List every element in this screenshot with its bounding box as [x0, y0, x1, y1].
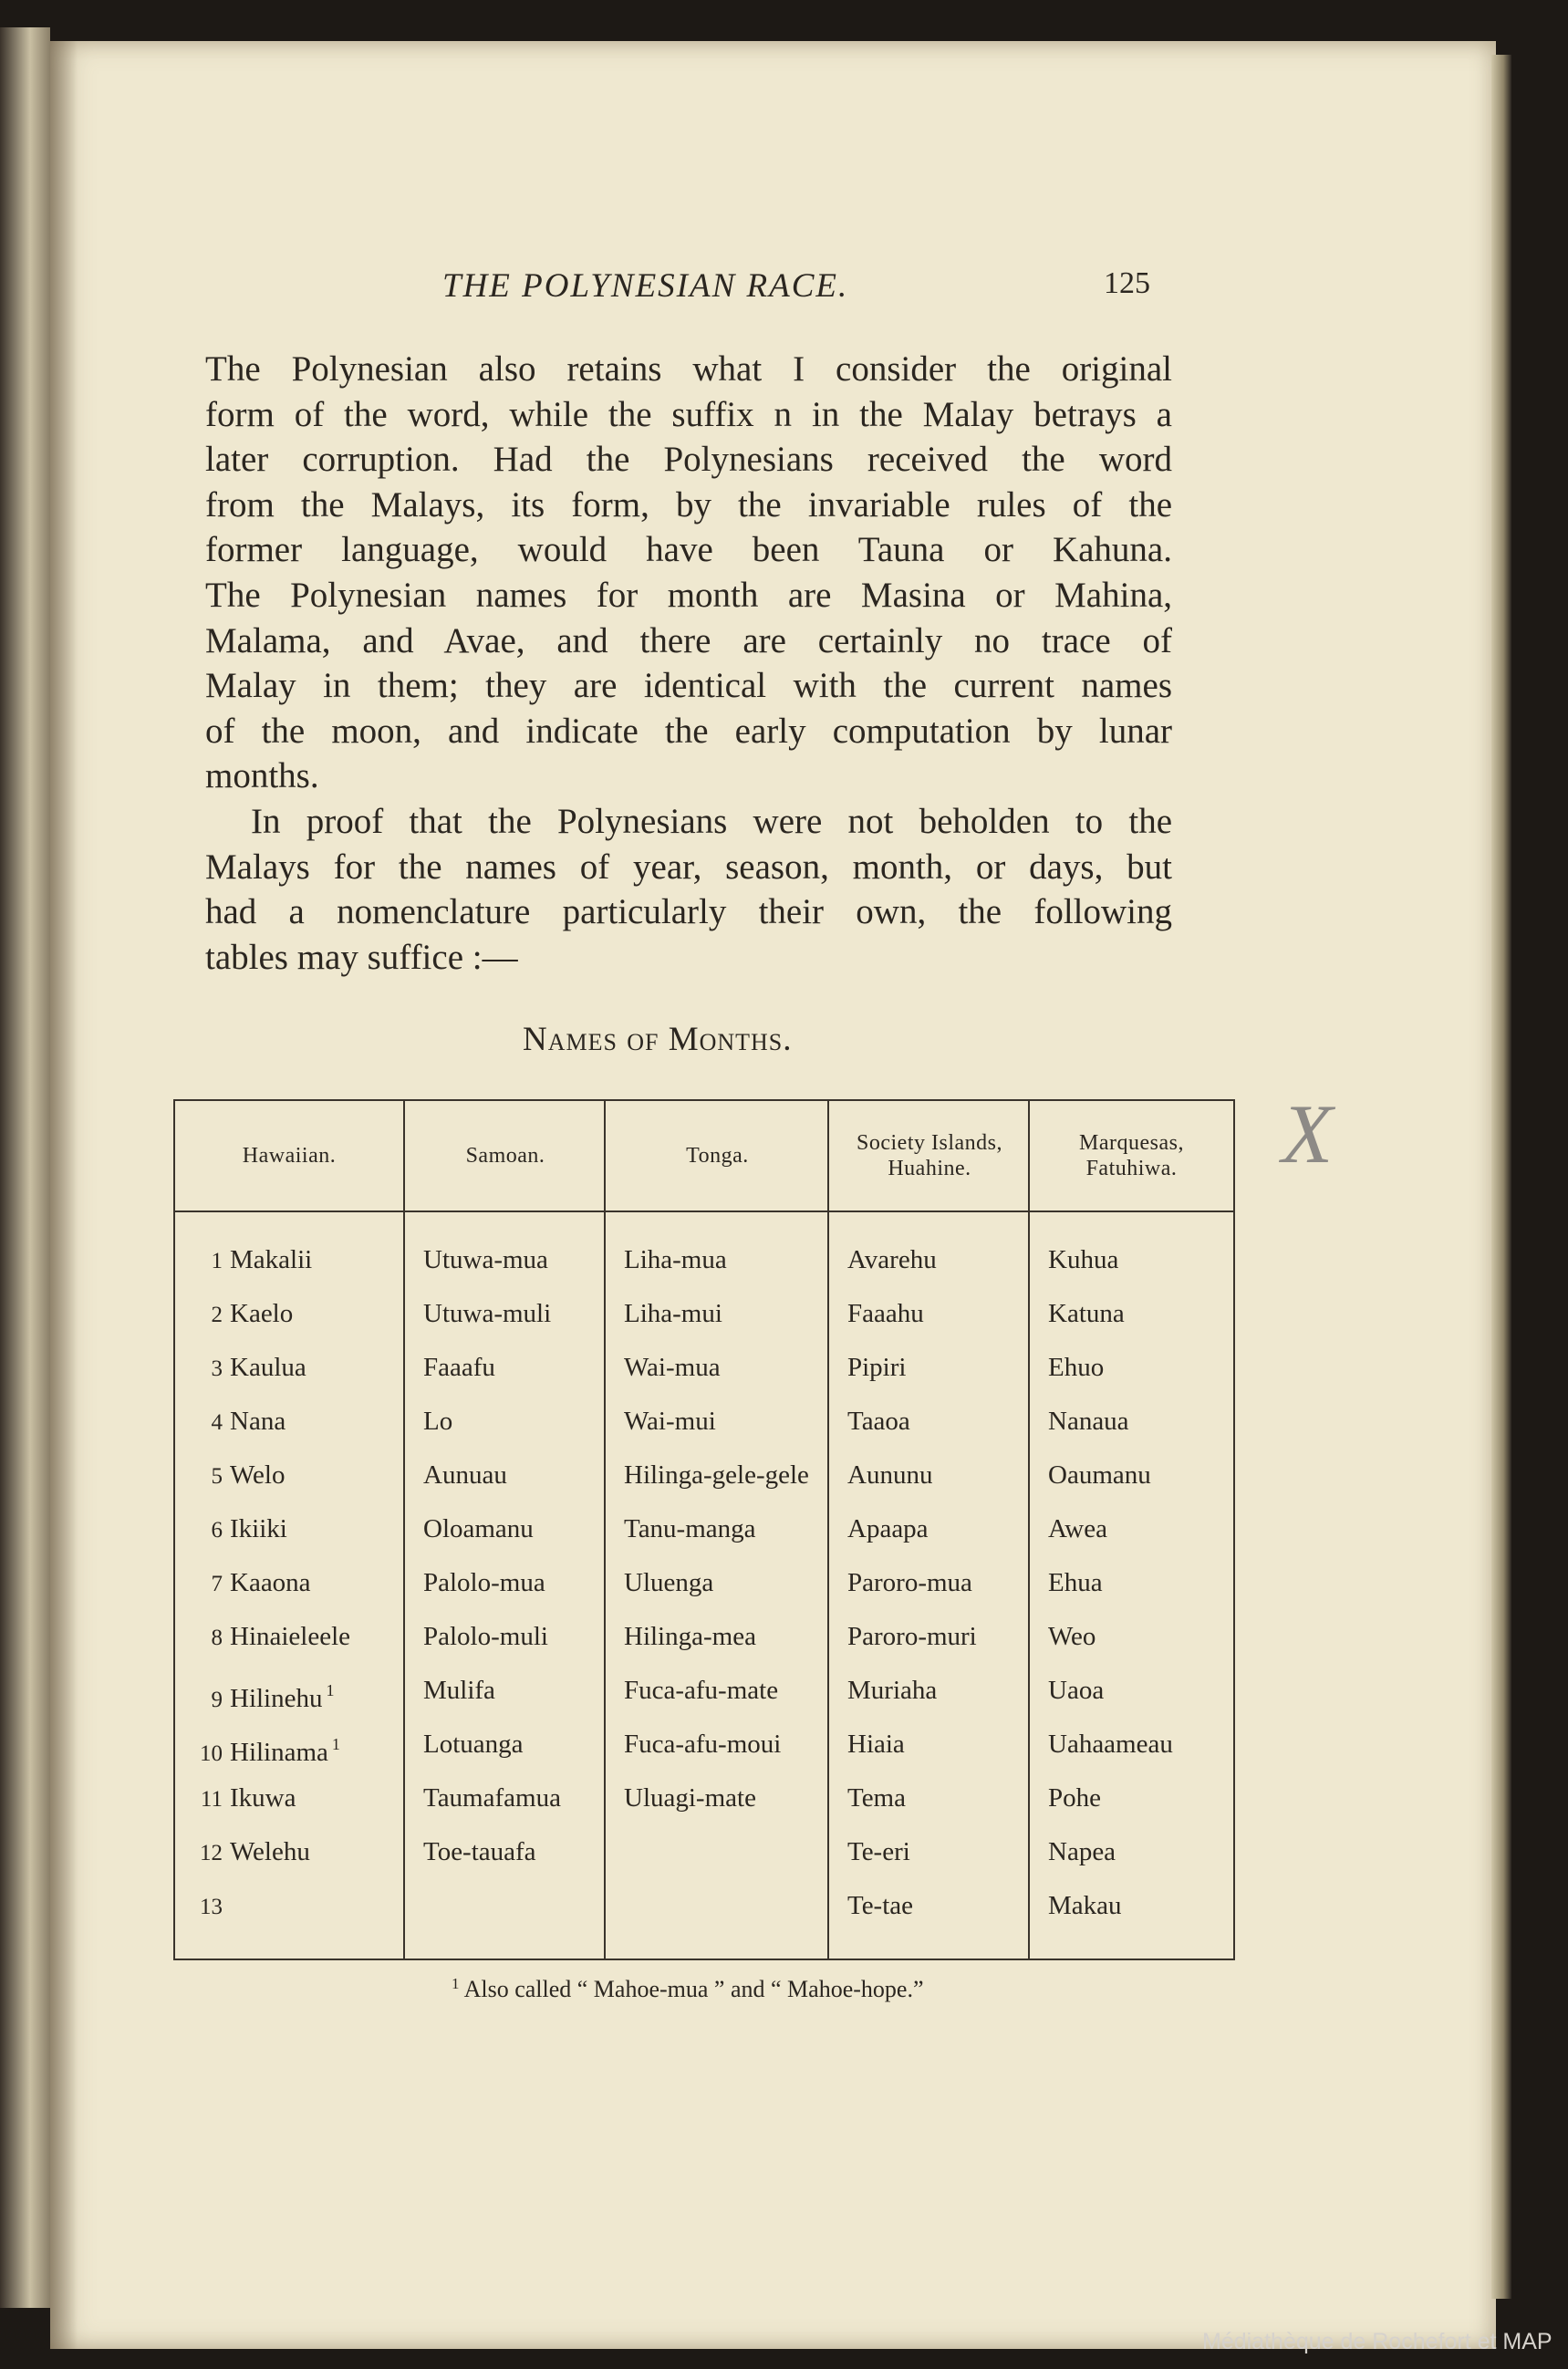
table-cell	[1030, 1556, 1233, 1610]
month-name: Te-eri	[847, 1837, 910, 1866]
table-cell	[175, 1664, 403, 1718]
paragraph-2	[205, 799, 1172, 980]
table-cell	[405, 1287, 606, 1341]
month-name: Palolo-mua	[423, 1568, 545, 1597]
table-cell	[405, 1556, 606, 1610]
table-cell	[1030, 1772, 1233, 1825]
table-cell	[1030, 1610, 1233, 1664]
month-name: Paroro-muri	[847, 1622, 977, 1651]
table-cell	[1030, 1664, 1233, 1718]
footnote-reference: 1	[326, 1681, 335, 1699]
month-name: Ehuo	[1048, 1353, 1105, 1382]
table-cell	[175, 1610, 403, 1664]
page-number: 125	[1104, 266, 1150, 300]
month-name: Apaapa	[847, 1514, 929, 1543]
table-cell	[606, 1502, 829, 1556]
table-cell	[405, 1879, 606, 1933]
table-cell	[175, 1233, 403, 1287]
month-name: Awea	[1048, 1514, 1107, 1543]
month-name: Ikiiki	[230, 1514, 287, 1543]
table-cell	[175, 1341, 403, 1395]
table-cell	[606, 1718, 829, 1772]
month-name: Nana	[230, 1407, 286, 1436]
table-cell	[1030, 1341, 1233, 1395]
month-name: Lo	[423, 1407, 453, 1436]
table-cell	[829, 1772, 1030, 1825]
month-name: Muriaha	[847, 1676, 938, 1705]
table-cell	[175, 1449, 403, 1502]
table-cell	[405, 1825, 606, 1879]
column-cells	[606, 1233, 829, 1933]
month-name: Taaoa	[847, 1407, 910, 1436]
footnote-mark: 1	[452, 1975, 460, 1992]
table-cell	[606, 1449, 829, 1502]
month-number: 8	[211, 1626, 223, 1650]
month-name: Oloamanu	[423, 1514, 534, 1543]
table-cell	[829, 1449, 1030, 1502]
table-cell	[606, 1341, 829, 1395]
table-cell	[175, 1287, 403, 1341]
footnote	[452, 1975, 923, 2003]
month-name: Hilinga-gele-gele	[624, 1460, 809, 1490]
month-number: 5	[211, 1464, 223, 1489]
month-name: Kaelo	[230, 1299, 294, 1328]
month-number: 6	[211, 1518, 223, 1543]
header-line: Marquesas,	[1079, 1131, 1184, 1155]
column-header: Tonga.	[606, 1101, 829, 1212]
month-name: Hinaieleele	[230, 1622, 351, 1651]
table-cell	[405, 1718, 606, 1772]
text-line: The Polynesian also retains what I consider the original	[205, 349, 1172, 389]
months-table	[173, 1099, 1235, 1960]
text-line: later corruption. Had the Polynesians received the word	[205, 440, 1172, 480]
month-number: 2	[211, 1303, 223, 1327]
table-cell	[1030, 1395, 1233, 1449]
month-number: 11	[200, 1787, 223, 1812]
month-name: Hilinga-mea	[624, 1622, 756, 1651]
body-text	[205, 347, 1172, 980]
month-name: Fuca-afu-mate	[624, 1676, 779, 1705]
table-cell	[606, 1395, 829, 1449]
table-cell	[175, 1825, 403, 1879]
month-name: Kuhua	[1048, 1245, 1119, 1274]
table-cell	[175, 1556, 403, 1610]
table-title: Names of Months.	[523, 1021, 793, 1058]
table-cell	[829, 1502, 1030, 1556]
month-name: Welo	[230, 1460, 286, 1490]
table-cell	[175, 1879, 403, 1933]
gutter-shadow	[50, 41, 78, 2349]
header-line: Society Islands,	[857, 1131, 1002, 1155]
table-cell	[606, 1825, 829, 1879]
text-line: had a nomenclature particularly their own, the following	[205, 892, 1172, 932]
month-name: Paroro-mua	[847, 1568, 972, 1597]
month-name: Tema	[847, 1783, 906, 1813]
month-number: 3	[211, 1356, 223, 1381]
text-line: form of the word, while the suffix n in the Malay betrays a	[205, 394, 1172, 434]
table-cell	[829, 1825, 1030, 1879]
table-cell	[829, 1233, 1030, 1287]
table-cell	[1030, 1879, 1233, 1933]
month-number: 1	[211, 1249, 223, 1273]
month-number: 13	[200, 1895, 223, 1919]
month-name: Aunuau	[423, 1460, 507, 1490]
table-cell	[1030, 1825, 1233, 1879]
table-cell	[405, 1341, 606, 1395]
previous-page-edge	[0, 27, 50, 2308]
month-number: 10	[200, 1741, 223, 1766]
month-name: Uluenga	[624, 1568, 714, 1597]
table-cell	[405, 1449, 606, 1502]
month-name: Uaoa	[1048, 1676, 1105, 1705]
table-cell	[829, 1341, 1030, 1395]
column-samoan	[403, 1101, 606, 1959]
month-name: Pohe	[1048, 1783, 1101, 1813]
month-name: Liha-mua	[624, 1245, 727, 1274]
footnote-text: Also called “ Mahoe-mua ” and “ Mahoe-hope.”	[463, 1976, 924, 2002]
month-name: Hilinehu	[230, 1684, 323, 1713]
month-name: Avarehu	[847, 1245, 937, 1274]
month-name: Welehu	[230, 1837, 310, 1866]
column-cells	[1030, 1233, 1233, 1933]
table-cell	[175, 1395, 403, 1449]
month-name: Utuwa-mua	[423, 1245, 548, 1274]
table-cell	[1030, 1233, 1233, 1287]
table-cell	[606, 1556, 829, 1610]
column-header: Hawaiian.	[175, 1101, 403, 1212]
month-name: Weo	[1048, 1622, 1096, 1651]
month-name: Lotuanga	[423, 1730, 524, 1759]
month-name: Ikuwa	[230, 1783, 296, 1813]
table-cell	[175, 1718, 403, 1772]
month-name: Napea	[1048, 1837, 1116, 1866]
text-line: Malama, and Avae, and there are certainly no trace of	[205, 620, 1172, 660]
table-cell	[606, 1664, 829, 1718]
paragraph-1	[205, 347, 1172, 799]
month-name: Ehua	[1048, 1568, 1103, 1597]
month-name: Aununu	[847, 1460, 933, 1490]
table-cell	[405, 1233, 606, 1287]
text-line: tables may suffice :—	[205, 937, 518, 977]
column-header	[829, 1101, 1030, 1212]
table-cell	[606, 1772, 829, 1825]
month-number: 12	[200, 1841, 223, 1865]
table-cell	[175, 1772, 403, 1825]
month-name: Uahaameau	[1048, 1730, 1173, 1759]
month-name: Toe-tauafa	[423, 1837, 536, 1866]
month-name: Mulifa	[423, 1676, 495, 1705]
month-name: Uluagi-mate	[624, 1783, 756, 1813]
month-name: Faaahu	[847, 1299, 924, 1328]
table-cell	[606, 1879, 829, 1933]
month-name: Faaafu	[423, 1353, 495, 1382]
month-number: 4	[211, 1410, 223, 1435]
text-line: from the Malays, its form, by the invariable rules of the	[205, 484, 1172, 525]
table-cell	[606, 1233, 829, 1287]
month-name: Taumafamua	[423, 1783, 561, 1813]
header-line: Huahine.	[888, 1157, 971, 1180]
table-cell	[1030, 1718, 1233, 1772]
month-name: Pipiri	[847, 1353, 907, 1382]
table-cell	[405, 1772, 606, 1825]
month-number: 9	[211, 1688, 223, 1712]
month-name: Liha-mui	[624, 1299, 722, 1328]
table-cell	[829, 1556, 1030, 1610]
column-header	[1030, 1101, 1233, 1212]
column-marquesas	[1028, 1101, 1233, 1959]
text-line: former language, would have been Tauna or Kahuna.	[205, 530, 1172, 570]
month-name: Kaulua	[230, 1353, 306, 1382]
month-name: Kaaona	[230, 1568, 311, 1597]
table-cell	[829, 1287, 1030, 1341]
page-right-edge	[1491, 55, 1511, 2299]
month-name: Makau	[1048, 1891, 1122, 1920]
table-cell	[1030, 1449, 1233, 1502]
table-cell	[829, 1879, 1030, 1933]
month-name: Hilinama	[230, 1738, 328, 1767]
column-cells	[405, 1233, 606, 1933]
month-name: Tanu-manga	[624, 1514, 756, 1543]
column-cells	[175, 1233, 403, 1933]
column-society-islands	[827, 1101, 1030, 1959]
month-name: Katuna	[1048, 1299, 1125, 1328]
month-name: Palolo-muli	[423, 1622, 548, 1651]
column-header: Samoan.	[405, 1101, 606, 1212]
table-cell	[405, 1395, 606, 1449]
month-name: Hiaia	[847, 1730, 905, 1759]
table-cell	[1030, 1502, 1233, 1556]
table-cell	[405, 1502, 606, 1556]
month-name: Oaumanu	[1048, 1460, 1151, 1490]
month-name: Te-tae	[847, 1891, 914, 1920]
table-cell	[606, 1287, 829, 1341]
table-cell	[606, 1610, 829, 1664]
month-number: 7	[211, 1572, 223, 1596]
text-line: The Polynesian names for month are Masina or Mahina,	[205, 575, 1172, 615]
running-header-title: THE POLYNESIAN RACE.	[442, 267, 849, 305]
text-line: Malay in them; they are identical with the current names	[205, 666, 1172, 706]
column-tonga	[604, 1101, 829, 1959]
table-cell	[829, 1610, 1030, 1664]
month-name: Wai-mui	[624, 1407, 716, 1436]
month-name: Makalii	[230, 1245, 313, 1274]
watermark: Médiathèque de Rochefort et MAP	[1202, 2329, 1552, 2354]
table-cell	[175, 1502, 403, 1556]
text-line: of the moon, and indicate the early computation by lunar	[205, 711, 1172, 751]
text-line: months.	[205, 756, 319, 796]
table-cell	[829, 1718, 1030, 1772]
table-cell	[829, 1664, 1030, 1718]
table-cell	[405, 1610, 606, 1664]
month-name: Utuwa-muli	[423, 1299, 552, 1328]
month-name: Nanaua	[1048, 1407, 1129, 1436]
header-line: Fatuhiwa.	[1085, 1157, 1178, 1180]
text-line: Malays for the names of year, season, month, or days, but	[205, 847, 1172, 887]
table-cell	[405, 1664, 606, 1718]
column-cells	[829, 1233, 1030, 1933]
month-name: Fuca-afu-moui	[624, 1730, 782, 1759]
table-cell	[829, 1395, 1030, 1449]
handwritten-margin-mark: X	[1282, 1087, 1334, 1180]
table-cell	[1030, 1287, 1233, 1341]
footnote-reference: 1	[331, 1735, 340, 1753]
column-hawaiian	[175, 1101, 403, 1959]
text-line: In proof that the Polynesians were not beholden to the	[251, 801, 1172, 841]
month-name: Wai-mua	[624, 1353, 721, 1382]
